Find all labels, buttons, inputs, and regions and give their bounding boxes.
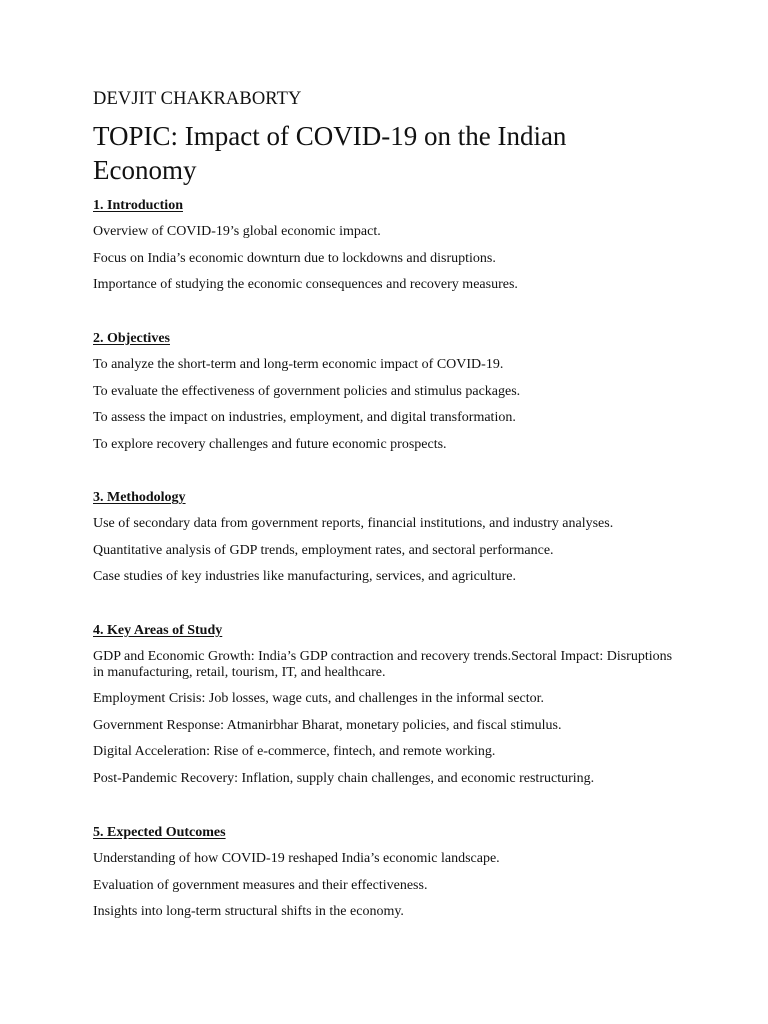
section-heading: 3. Methodology — [93, 490, 186, 505]
section-line: Evaluation of government measures and their effectiveness. — [93, 877, 428, 893]
section-line: Digital Acceleration: Rise of e-commerce, fintech, and remote working. — [93, 744, 496, 760]
section-key-areas — [93, 623, 733, 787]
document-title: TOPIC: Impact of COVID-19 on the Indian Economy — [93, 121, 567, 185]
section-objectives — [93, 331, 733, 453]
section-line: To analyze the short-term and long-term economic impact of COVID-19. — [93, 357, 504, 373]
section-line: Quantitative analysis of GDP trends, employment rates, and sectoral performance. — [93, 542, 554, 558]
section-line: To assess the impact on industries, employment, and digital transformation. — [93, 410, 516, 426]
section-line: Overview of COVID-19’s global economic impact. — [93, 224, 381, 240]
section-expected-outcomes — [93, 825, 733, 920]
section-line: Importance of studying the economic consequences and recovery measures. — [93, 277, 518, 293]
section-line: Use of secondary data from government reports, financial institutions, and industry analyses. — [93, 516, 614, 532]
section-heading: 2. Objectives — [93, 331, 170, 346]
section-line: Case studies of key industries like manufacturing, services, and agriculture. — [93, 569, 516, 585]
section-line: Insights into long-term structural shifts in the economy. — [93, 904, 404, 920]
section-line: GDP and Economic Growth: India’s GDP contraction and recovery trends.Sectoral Impact: Disruptions in manufacturing, retail, tourism, IT, and healthcare. — [93, 649, 673, 680]
section-line: Employment Crisis: Job losses, wage cuts, and challenges in the informal sector. — [93, 691, 545, 707]
section-heading: 5. Expected Outcomes — [93, 825, 226, 840]
section-line: Government Response: Atmanirbhar Bharat, monetary policies, and fiscal stimulus. — [93, 717, 562, 733]
section-line: Post-Pandemic Recovery: Inflation, supply chain challenges, and economic restructuring. — [93, 770, 595, 786]
section-line: To evaluate the effectiveness of government policies and stimulus packages. — [93, 383, 521, 399]
section-heading: 4. Key Areas of Study — [93, 623, 223, 638]
section-introduction — [93, 198, 733, 293]
section-line: Understanding of how COVID-19 reshaped India’s economic landscape. — [93, 851, 500, 867]
author-name: DEVJIT CHAKRABORTY — [93, 89, 302, 109]
section-line: Focus on India’s economic downturn due to lockdowns and disruptions. — [93, 250, 496, 266]
section-heading: 1. Introduction — [93, 198, 183, 213]
section-methodology — [93, 490, 733, 585]
section-line: To explore recovery challenges and future economic prospects. — [93, 436, 447, 452]
